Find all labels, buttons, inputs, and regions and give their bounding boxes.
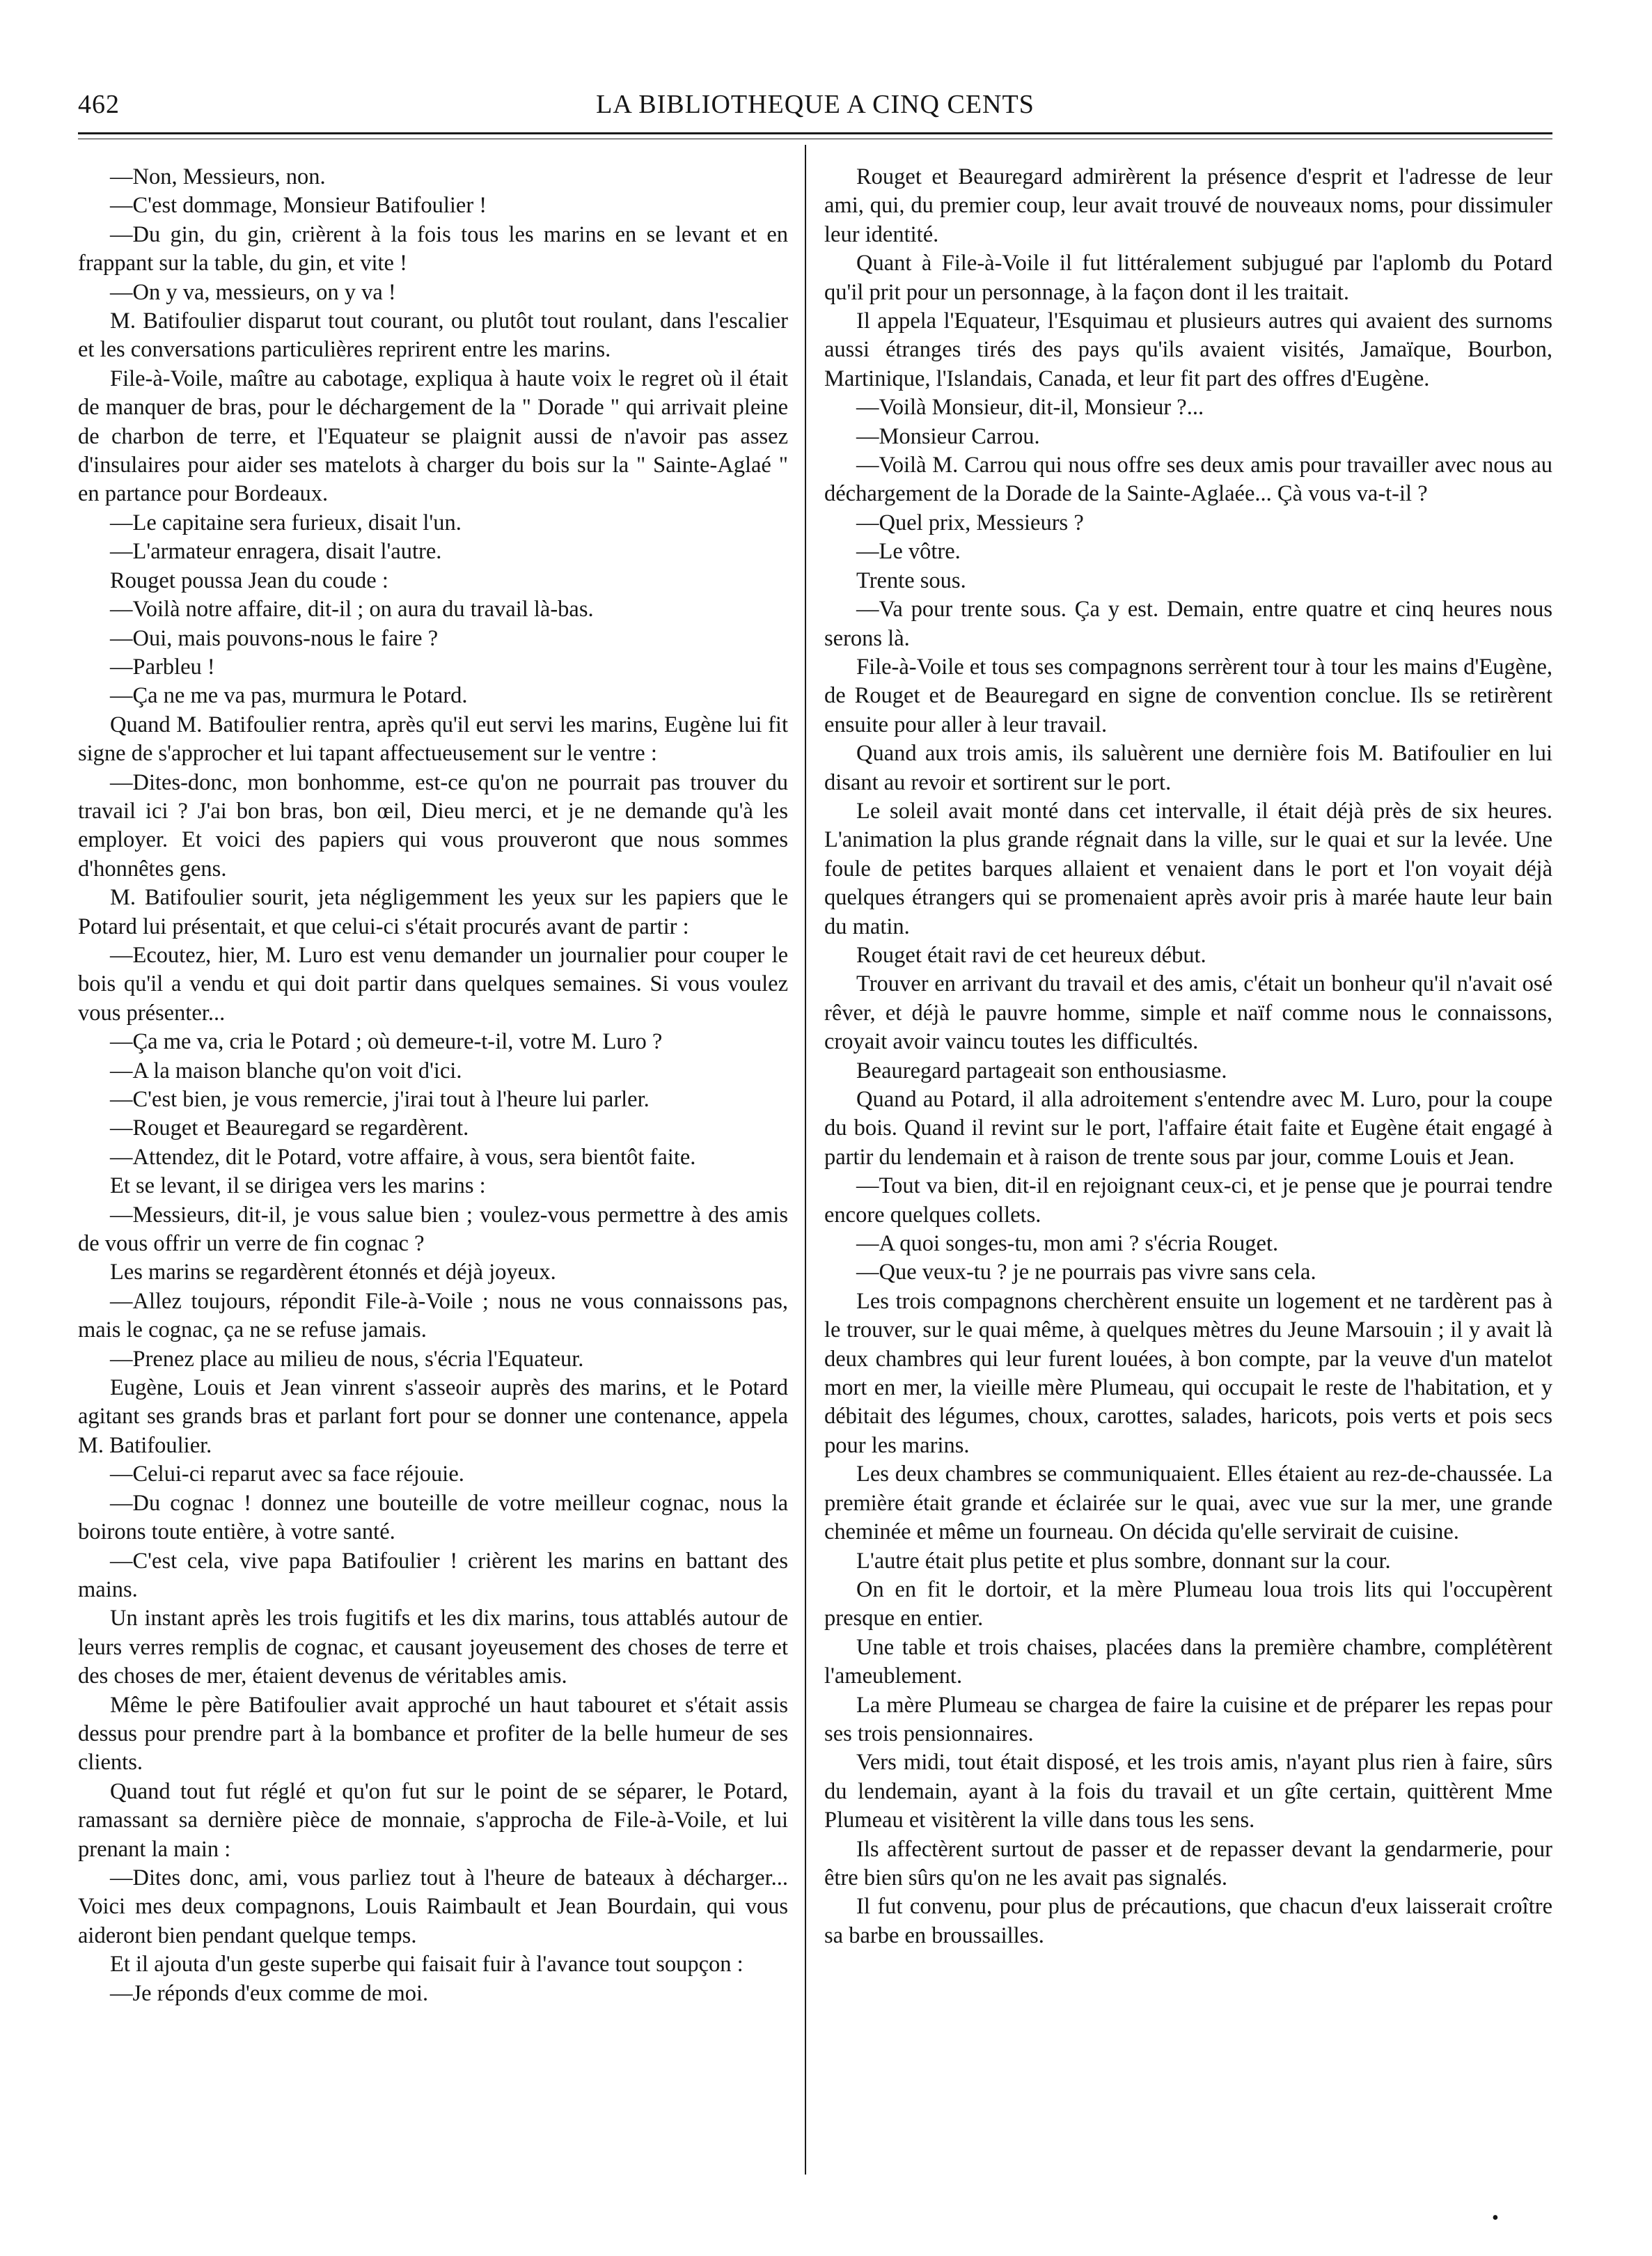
paragraph: Trente sous. (856, 567, 966, 593)
journal-title: LA BIBLIOTHEQUE A CINQ CENTS (596, 90, 1035, 119)
paragraph: M. Batifoulier sourit, jeta négligemment les yeux sur les papiers que le Potard lui présentait, et que celui-ci s'était procurés avant de partir : (78, 885, 788, 939)
column-divider (805, 145, 806, 2175)
paragraph: —Rouget et Beauregard se regardèrent. (110, 1115, 469, 1141)
paragraph: L'autre était plus petite et plus sombre, donnant sur la cour. (856, 1548, 1391, 1574)
paragraph: —Ecoutez, hier, M. Luro est venu demander un journalier pour couper le bois qu'il a vendu et qui doit partir dans quelques semaines. Si vous voulez vous présenter... (78, 942, 788, 1026)
paragraph: —On y va, messieurs, on y va ! (110, 279, 396, 305)
paragraph: —C'est dommage, Monsieur Batifoulier ! (110, 193, 487, 219)
paragraph: —Oui, mais pouvons-nous le faire ? (110, 625, 439, 651)
paragraph: Quand tout fut réglé et qu'on fut sur le point de se séparer, le Potard, ramassant sa dernière pièce de monnaie, s'approcha de File-à-Voile, et lui prenant la main : (78, 1778, 788, 1862)
paragraph: —Dites-donc, mon bonhomme, est-ce qu'on ne pourrait pas trouver du travail ici ? J'ai bon bras, bon œil, Dieu merci, et je ne demande qu'à les employer. Et voici des papiers qui vous prouveront que nous sommes d'honnêtes gens. (78, 769, 788, 882)
paragraph: Rouget poussa Jean du coude : (110, 567, 388, 593)
paragraph: —Le vôtre. (856, 539, 961, 565)
paragraph: Et se levant, il se dirigea vers les marins : (110, 1173, 486, 1199)
paragraph: —Parbleu ! (110, 654, 215, 680)
paragraph: —Tout va bien, dit-il en rejoignant ceux-ci, et je pense que je pourrai tendre encore quelques collets. (824, 1173, 1552, 1228)
paragraph: Ils affectèrent surtout de passer et de repasser devant la gendarmerie, pour être bien sûrs qu'on ne les avait pas signalés. (824, 1836, 1552, 1890)
paragraph: —Allez toujours, répondit File-à-Voile ; nous ne vous connaissons pas, mais le cognac, ça ne se refuse jamais. (78, 1288, 788, 1343)
paragraph: Quand aux trois amis, ils saluèrent une dernière fois M. Batifoulier en lui disant au revoir et sortirent sur le port. (824, 741, 1552, 795)
text-column-right (824, 163, 1552, 1950)
paragraph: —Prenez place au milieu de nous, s'écria l'Equateur. (110, 1346, 584, 1372)
paragraph: Il appela l'Equateur, l'Esquimau et plusieurs autres qui avaient des surnoms aussi étranges tirés des pays qu'ils avaient visités, Jamaïque, Bourbon, Martinique, l'Islandais, Canada, et leur fit part des offres d'Eugène. (824, 308, 1552, 391)
footer-dot: • (1492, 2207, 1499, 2229)
paragraph: —Voilà Monsieur, dit-il, Monsieur ?... (856, 395, 1204, 421)
paragraph: —A la maison blanche qu'on voit d'ici. (110, 1058, 462, 1083)
paragraph: Beauregard partageait son enthousiasme. (856, 1058, 1227, 1083)
paragraph: Quand au Potard, il alla adroitement s'entendre avec M. Luro, pour la coupe du bois. Quand il revint sur le port, l'affaire était faite et Eugène était engagé à partir du lendemain et à raison de trente sous par jour, comme Louis et Jean. (824, 1087, 1552, 1170)
paragraph: Trouver en arrivant du travail et des amis, c'était un bonheur qu'il n'avait osé rêver, et déjà le pauvre homme, simple et naïf comme nous le connaissons, croyait avoir vaincu toutes les difficultés. (824, 971, 1552, 1055)
text-column-left (78, 163, 788, 2008)
paragraph: —C'est bien, je vous remercie, j'irai tout à l'heure lui parler. (110, 1087, 650, 1112)
paragraph: —Non, Messieurs, non. (110, 164, 326, 189)
paragraph: —Quel prix, Messieurs ? (856, 510, 1084, 535)
running-head (78, 89, 1552, 131)
paragraph: —Dites donc, ami, vous parliez tout à l'heure de bateaux à décharger... Voici mes deux compagnons, Louis Raimbault et Jean Bourdain, qui vous aideront bien pendant quelque temps. (78, 1865, 788, 1948)
paragraph: Il fut convenu, pour plus de précautions, que chacun d'eux laisserait croître sa barbe en broussailles. (824, 1894, 1552, 1948)
paragraph: Les deux chambres se communiquaient. Elles étaient au rez-de-chaussée. La première était grande et éclairée sur le quai, avec vue sur la mer, une grande cheminée et même un fourneau. On décida qu'elle servirait de cuisine. (824, 1462, 1552, 1545)
paragraph: Vers midi, tout était disposé, et les trois amis, n'ayant plus rien à faire, sûrs du lendemain, ayant à la fois du travail et un gîte certain, quittèrent Mme Plumeau et visitèrent la ville dans tous les sens. (824, 1750, 1552, 1833)
paragraph: —Attendez, dit le Potard, votre affaire, à vous, sera bientôt faite. (110, 1144, 696, 1170)
paragraph: —L'armateur enragera, disait l'autre. (110, 539, 442, 565)
header-rule (78, 132, 1552, 139)
paragraph: Les trois compagnons cherchèrent ensuite un logement et ne tardèrent pas à le trouver, sur le quai même, à quelques mètres du Jeune Marsouin ; il y avait là deux chambres qui leur furent louées, à bon compte, par la veuve d'un matelot mort en mer, la vieille mère Plumeau, qui occupait le reste de l'habitation, et y débitait des légumes, choux, carottes, salades, haricots, pois verts et pois secs pour les marins. (824, 1288, 1552, 1458)
paragraph: —A quoi songes-tu, mon ami ? s'écria Rouget. (856, 1231, 1279, 1257)
paragraph: —Du cognac ! donnez une bouteille de votre meilleur cognac, nous la boirons toute entière, à votre santé. (78, 1490, 788, 1545)
paragraph: File-à-Voile et tous ses compagnons serrèrent tour à tour les mains d'Eugène, de Rouget et de Beauregard en signe de convention conclue. Ils se retirèrent ensuite pour aller à leur travail. (824, 654, 1552, 737)
paragraph: Quant à File-à-Voile il fut littéralement subjugué par l'aplomb du Potard qu'il prit pour un personnage, à la façon dont il les traitait. (824, 251, 1552, 305)
paragraph: Une table et trois chaises, placées dans la première chambre, complétèrent l'ameublement. (824, 1634, 1552, 1689)
paragraph: Quand M. Batifoulier rentra, après qu'il eut servi les marins, Eugène lui fit signe de s'approcher et lui tapant affectueusement sur le ventre : (78, 712, 788, 767)
page-number: 462 (78, 90, 120, 119)
paragraph: Même le père Batifoulier avait approché un haut tabouret et s'était assis dessus pour prendre part à la bombance et profiter de la belle humeur de ses clients. (78, 1692, 788, 1776)
paragraph: —Monsieur Carrou. (856, 423, 1040, 449)
paragraph: La mère Plumeau se chargea de faire la cuisine et de préparer les repas pour ses trois pensionnaires. (824, 1692, 1552, 1746)
paragraph: M. Batifoulier disparut tout courant, ou plutôt tout roulant, dans l'escalier et les conversations particulières reprirent entre les marins. (78, 308, 788, 363)
paragraph: —Voilà notre affaire, dit-il ; on aura du travail là-bas. (110, 597, 594, 622)
paragraph: On en fit le dortoir, et la mère Plumeau loua trois lits qui l'occupèrent presque en entier. (824, 1576, 1552, 1631)
paragraph: —Du gin, du gin, crièrent à la fois tous les marins en se levant et en frappant sur la table, du gin, et vite ! (78, 221, 788, 276)
paragraph: —C'est cela, vive papa Batifoulier ! crièrent les marins en battant des mains. (78, 1548, 788, 1602)
paragraph: —Voilà M. Carrou qui nous offre ses deux amis pour travailler avec nous au déchargement de la Dorade de la Sainte-Aglaée... Çà vous va-t-il ? (824, 453, 1552, 507)
paragraph: —Ça ne me va pas, murmura le Potard. (110, 683, 468, 709)
paragraph: —Que veux-tu ? je ne pourrais pas vivre sans cela. (856, 1260, 1316, 1285)
paragraph: —Le capitaine sera furieux, disait l'un. (110, 510, 462, 535)
paragraph: —Messieurs, dit-il, je vous salue bien ; voulez-vous permettre à des amis de vous offrir un verre de fin cognac ? (78, 1202, 788, 1257)
paragraph: File-à-Voile, maître au cabotage, expliqua à haute voix le regret où il était de manquer de bras, pour le déchargement de la " Dorade " qui arrivait pleine de charbon de terre, et l'Equateur se plaignit aussi de n'avoir pas assez d'insulaires pour aider ses matelots à charger du bois sur la " Sainte-Aglaé " en partance pour Bordeaux. (78, 366, 788, 507)
paragraph: Et il ajouta d'un geste superbe qui faisait fuir à l'avance tout soupçon : (110, 1952, 744, 1977)
paragraph: Le soleil avait monté dans cet intervalle, il était déjà près de six heures. L'animation la plus grande régnait dans la ville, sur le quai et sur la levée. Une foule de petites barques allaient et venaient dans le port et l'on voyait déjà quelques étrangers qui se promenaient après avoir pris à marée haute leur bain du matin. (824, 798, 1552, 939)
paragraph: —Va pour trente sous. Ça y est. Demain, entre quatre et cinq heures nous serons là. (824, 597, 1552, 651)
paragraph: —Celui-ci reparut avec sa face réjouie. (110, 1462, 464, 1487)
paragraph: Un instant après les trois fugitifs et les dix marins, tous attablés autour de leurs verres remplis de cognac, et causant joyeusement des choses de terre et des choses de mer, étaient devenus de véritables amis. (78, 1606, 788, 1689)
paragraph: Rouget et Beauregard admirèrent la présence d'esprit et l'adresse de leur ami, qui, du premier coup, leur avait trouvé de nouveaux noms, pour dissimuler leur identité. (824, 164, 1552, 247)
paragraph: Eugène, Louis et Jean vinrent s'asseoir auprès des marins, et le Potard agitant ses grands bras et parlant fort pour se donner une contenance, appela M. Batifoulier. (78, 1375, 788, 1458)
paragraph: Les marins se regardèrent étonnés et déjà joyeux. (110, 1260, 556, 1285)
paragraph: —Ça me va, cria le Potard ; où demeure-t-il, votre M. Luro ? (110, 1029, 663, 1055)
paragraph: —Je réponds d'eux comme de moi. (110, 1980, 429, 2006)
paragraph: Rouget était ravi de cet heureux début. (856, 942, 1206, 968)
